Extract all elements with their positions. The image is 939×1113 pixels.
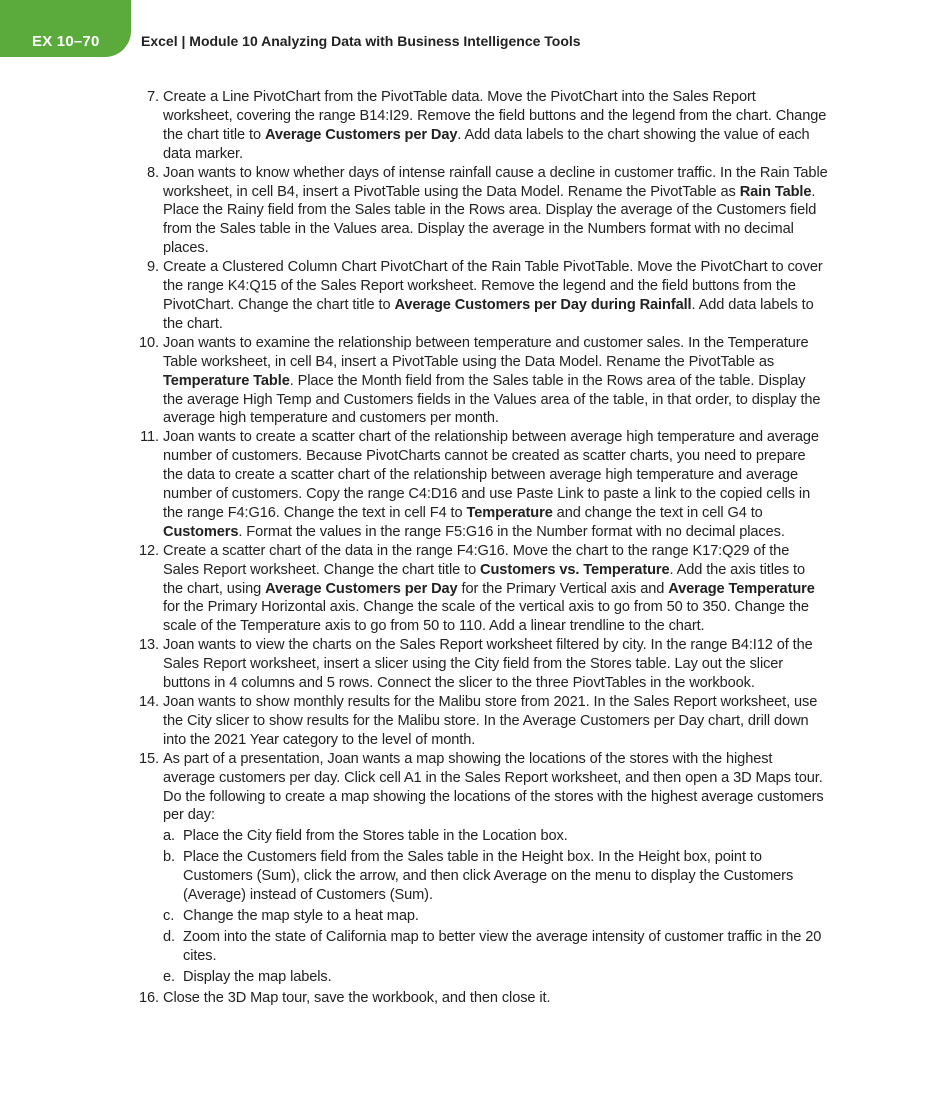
step-text: Joan wants to create a scatter chart of the relationship between average high temperature and average number of customers. Because PivotCharts cannot be created as scatter charts, you need to prepare the data to create a scatter chart of the relationship between average high temperature and average number of customers. Copy the range C4:D16 and use Paste Link to paste a link to the copied cells in the range F4:G16. Change the text in cell F4 to Temperature and change the text in cell G4 to Customers. Format the values in the range F5:G16 in the Number format with no decimal places. bbox=[163, 429, 819, 540]
substep-text: Change the map style to a heat map. bbox=[183, 907, 419, 924]
step-text: Joan wants to show monthly results for the Malibu store from 2021. In the Sales Report worksheet, use the City slicer to show results for the Malibu store. In the Average Customers per Day chart, drill down into the 2021 Year category to the level of month. bbox=[163, 694, 818, 748]
bold-term: Temperature Table bbox=[163, 372, 290, 389]
bold-term: Average Customers per Day bbox=[264, 126, 458, 143]
step-number: 12. bbox=[139, 542, 159, 559]
step-item bbox=[130, 542, 828, 637]
substep-item bbox=[163, 968, 828, 987]
step-item bbox=[130, 750, 828, 987]
substep-text: Place the Customers field from the Sales table in the Height box. In the Height box, point to Customers (Sum), click the arrow, and then click Average on the menu to display the Customers (Average) instead of Customers (Sum). bbox=[183, 849, 794, 904]
step-text: Joan wants to know whether days of intense rainfall cause a decline in customer traffic. In the Rain Table worksheet, in cell B4, insert a PivotTable using the Data Model. Rename the PivotTable as Rain Table. Place the Rainy field from the Sales table in the Rows area. Display the average of the Customers field from the Sales table in the Values area. Display the average in the Numbers format with no decimal places. bbox=[163, 164, 828, 257]
bold-term: Average Customers per Day bbox=[265, 580, 458, 597]
step-text: Create a scatter chart of the data in the range F4:G16. Move the chart to the range K17:Q29 of the Sales Report worksheet. Change the chart title to Customers vs. Temperature. Add the axis titles to the chart, using Average Customers per Day for the Primary Vertical axis and Average Temperature for the Primary Horizontal axis. Change the scale of the vertical axis to go from 50 to 350. Change the scale of the Temperature axis to go from 50 to 110. Add a linear trendline to the chart. bbox=[163, 542, 815, 635]
bold-term: Rain Table bbox=[739, 183, 812, 200]
step-number: 15. bbox=[139, 750, 159, 767]
step-number: 11. bbox=[140, 429, 159, 446]
step-text: As part of a presentation, Joan wants a map showing the locations of the stores with the highest average customers per day. Click cell A1 in the Sales Report worksheet, and then open a 3D Maps tour. Do the following to create a map showing the locations of the stores with the highest average customers per day: bbox=[163, 750, 824, 824]
substep-letter: b. bbox=[163, 849, 175, 866]
step-number: 8. bbox=[147, 164, 159, 181]
step-number: 9. bbox=[147, 259, 159, 276]
substep-item bbox=[163, 827, 828, 846]
step-item bbox=[130, 258, 828, 334]
step-text: Joan wants to view the charts on the Sales Report worksheet filtered by city. In the range B4:I12 of the Sales Report worksheet, insert a slicer using the City field from the Stores table. Lay out the slicer buttons in 4 columns and 5 rows. Connect the slicer to the three PiovtTables in the workbook. bbox=[163, 637, 813, 692]
bold-term: Average Customers per Day during Rainfall bbox=[394, 296, 692, 313]
step-text: Joan wants to examine the relationship between temperature and customer sales. In the Temperature Table worksheet, in cell B4, insert a PivotTable using the Data Model. Rename the PivotTable as Temperature Table. Place the Month field from the Sales table in the Rows area of the table. Display the average High Temp and Customers fields in the Values area of the table, in that order, to display the average high temperature and customers per month. bbox=[163, 334, 821, 427]
bold-term: Customers bbox=[163, 523, 239, 540]
substep-item bbox=[163, 848, 828, 905]
substep-item bbox=[163, 928, 828, 966]
step-number: 7. bbox=[147, 89, 159, 105]
substep-letter: e. bbox=[163, 968, 175, 985]
bold-term: Average Temperature bbox=[668, 580, 815, 597]
running-header-title: Excel | Module 10 Analyzing Data with Business Intelligence Tools bbox=[141, 33, 581, 49]
step-item bbox=[130, 428, 828, 541]
step-number: 13. bbox=[139, 637, 159, 654]
step-item bbox=[130, 88, 828, 164]
substep-letter: c. bbox=[163, 907, 175, 924]
step-text: Create a Clustered Column Chart PivotChart of the Rain Table PivotTable. Move the PivotChart to cover the range K4:Q15 of the Sales Report worksheet. Remove the legend and the field buttons from the PivotChart. Change the chart title to Average Customers per Day during Rainfall. Add data labels to the chart. bbox=[163, 259, 823, 332]
step-number: 14. bbox=[139, 694, 159, 710]
page-number: EX 10–70 bbox=[32, 33, 100, 50]
step-item bbox=[130, 334, 828, 429]
instruction-steps-list bbox=[130, 88, 828, 1008]
step-item bbox=[130, 693, 828, 750]
step-number: 16. bbox=[139, 989, 159, 1006]
step-text: Close the 3D Map tour, save the workbook, and then close it. bbox=[163, 989, 551, 1006]
bold-term: Temperature bbox=[466, 504, 553, 521]
page-number-tab bbox=[0, 0, 131, 57]
step-text: Create a Line PivotChart from the PivotTable data. Move the PivotChart into the Sales Report worksheet, covering the range B14:I29. Remove the field buttons and the legend from the chart. Change the chart title to Average Customers per Day. Add data labels to the chart showing the value of each data marker. bbox=[163, 89, 827, 162]
substep-letter: a. bbox=[163, 828, 175, 845]
step-item bbox=[130, 636, 828, 693]
bold-term: Customers vs. Temperature bbox=[480, 561, 670, 578]
substep-text: Zoom into the state of California map to better view the average intensity of customer traffic in the 20 cites. bbox=[183, 928, 822, 964]
substep-text: Place the City field from the Stores table in the Location box. bbox=[183, 828, 568, 845]
substep-item bbox=[163, 907, 828, 926]
step-number: 10. bbox=[139, 334, 159, 351]
substep-letter: d. bbox=[163, 928, 175, 945]
substeps-list bbox=[163, 827, 828, 986]
step-item bbox=[130, 989, 828, 1008]
substep-text: Display the map labels. bbox=[183, 968, 332, 985]
step-item bbox=[130, 164, 828, 259]
